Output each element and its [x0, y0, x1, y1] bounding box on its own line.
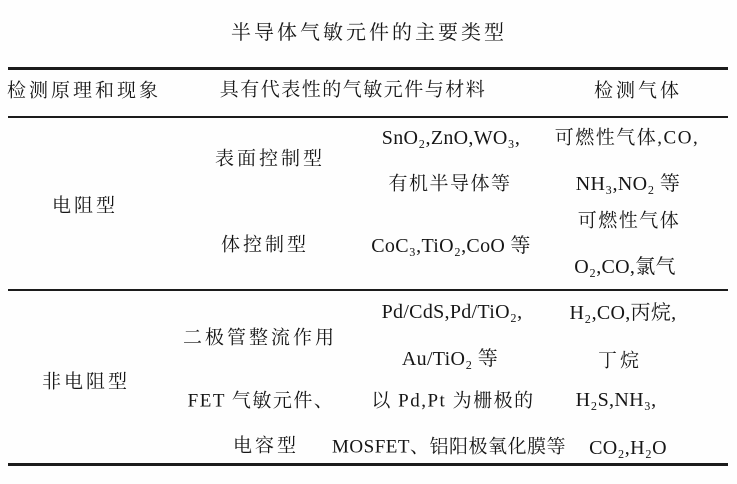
cell-materials-surface-line1: SnO₂,ZnO,WO₃,: [381, 127, 521, 149]
cell-principle-nonresistive: 非电阻型: [41, 371, 131, 393]
col-header-principle: 检测原理和现象: [6, 80, 162, 102]
col-header-gases: 检测气体: [593, 80, 683, 102]
cell-gases-diode-line2: 丁烷: [597, 350, 643, 372]
header-bottom-rule: [8, 116, 728, 118]
cell-gases-surface-line1: 可燃性气体,CO,: [554, 127, 700, 149]
cell-type-capacitive: 电容型: [232, 435, 300, 457]
cell-materials-surface-line2: 有机半导体等: [388, 173, 512, 195]
cell-gases-bulk-line1: 可燃性气体: [577, 210, 681, 232]
table-bottom-rule: [8, 463, 728, 466]
cell-type-surface-control: 表面控制型: [214, 148, 326, 170]
table-title: 半导体气敏元件的主要类型: [231, 22, 507, 44]
table-top-rule: [8, 67, 728, 70]
cell-type-bulk-control: 体控制型: [220, 234, 310, 256]
col-header-materials: 具有代表性的气敏元件与材料: [219, 79, 487, 101]
cell-gases-diode-line1: H₂,CO,丙烷,: [569, 302, 677, 324]
cell-type-fet: FET 气敏元件、: [187, 390, 335, 412]
cell-type-diode-rectification: 二极管整流作用: [182, 327, 338, 349]
cell-materials-diode-line1: Pd/CdS,Pd/TiO₂,: [381, 301, 523, 323]
cell-gases-fet-line2: CO₂,H₂O: [589, 437, 667, 459]
cell-gases-bulk-line2: O₂,CO,氯气: [574, 256, 676, 278]
cell-materials-fet-line1: 以 Pd,Pt 为栅极的: [371, 390, 535, 412]
cell-materials-bulk-line1: CoC₃,TiO₂,CoO 等: [371, 235, 531, 257]
section-divider-rule: [8, 289, 728, 291]
cell-gases-surface-line2: NH₃,NO₂ 等: [575, 173, 681, 195]
cell-materials-fet-line2: MOSFET、铝阳极氧化膜等: [332, 436, 566, 458]
cell-materials-diode-line2: Au/TiO₂ 等: [401, 348, 499, 370]
cell-gases-fet-line1: H₂S,NH₃,: [575, 389, 657, 411]
cell-principle-resistive: 电阻型: [51, 195, 119, 217]
